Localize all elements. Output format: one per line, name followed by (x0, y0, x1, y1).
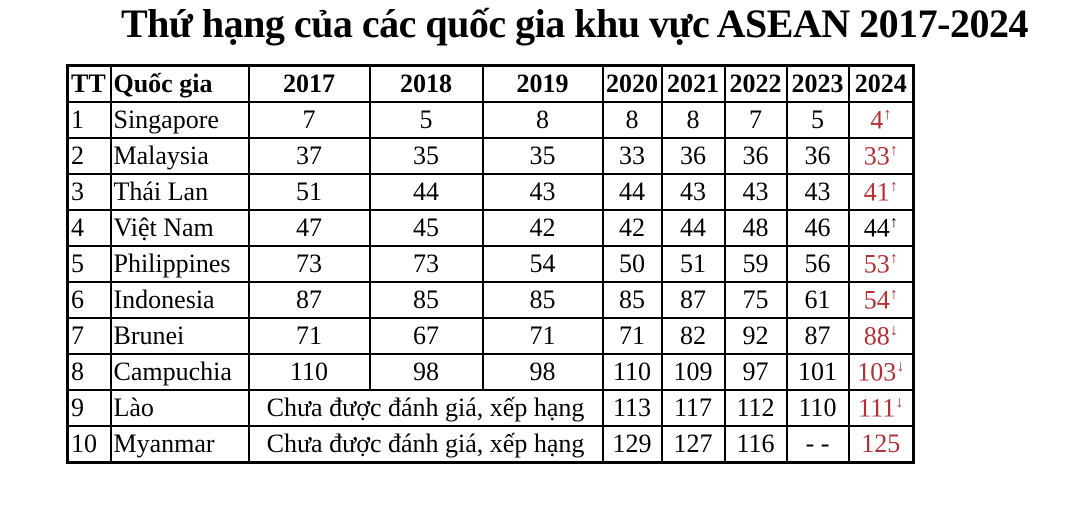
col-header-2021: 2021 (662, 66, 725, 103)
col-header-2018: 2018 (370, 66, 483, 103)
table-row (68, 210, 914, 246)
rank-cell: 92 (725, 318, 787, 354)
rank-cell: 8 (483, 102, 603, 138)
rank-cell: 43 (787, 174, 849, 210)
col-header-2024: 2024 (849, 66, 914, 103)
col-header-tt: TT (68, 66, 111, 103)
rank-cell: 5 (370, 102, 483, 138)
rank-cell: 59 (725, 246, 787, 282)
country-cell: Thái Lan (111, 174, 249, 210)
rank-cell: 51 (662, 246, 725, 282)
rank-cell: 5 (787, 102, 849, 138)
rank-2024-value: 111 (858, 393, 896, 423)
not-ranked-cell: Chưa được đánh giá, xếp hạng (249, 390, 603, 426)
table-row (68, 282, 914, 318)
trend-down-icon: ↓ (889, 321, 898, 339)
rank-cell: 36 (662, 138, 725, 174)
col-header-2019: 2019 (483, 66, 603, 103)
rank-cell: 98 (370, 354, 483, 390)
header-row (68, 66, 914, 103)
rank-cell: 36 (725, 138, 787, 174)
rank-cell: 71 (249, 318, 370, 354)
rank-2024-value: 33 (863, 141, 890, 171)
table-row (68, 174, 914, 210)
rank-cell: 47 (249, 210, 370, 246)
rank-cell: 35 (483, 138, 603, 174)
country-cell: Indonesia (111, 282, 249, 318)
rank-2024-cell (849, 246, 914, 282)
rank-cell: 44 (662, 210, 725, 246)
country-cell: Lào (111, 390, 249, 426)
rank-cell: 54 (483, 246, 603, 282)
rank-cell: 97 (725, 354, 787, 390)
rank-2024-cell (849, 210, 914, 246)
rank-cell: 43 (662, 174, 725, 210)
row-number-cell: 2 (68, 138, 111, 174)
rank-2024-value: 125 (861, 429, 901, 458)
ranking-table (66, 64, 915, 464)
rank-2024-cell (849, 138, 914, 174)
country-cell: Myanmar (111, 426, 249, 463)
row-number-cell: 8 (68, 354, 111, 390)
table-row (68, 102, 914, 138)
row-number-cell: 9 (68, 390, 111, 426)
rank-cell: 85 (483, 282, 603, 318)
rank-cell: 8 (603, 102, 662, 138)
trend-up-icon: ↑ (883, 105, 892, 123)
country-cell: Brunei (111, 318, 249, 354)
country-cell: Campuchia (111, 354, 249, 390)
rank-2024-cell (849, 354, 914, 390)
rank-cell: 71 (483, 318, 603, 354)
page-title: Thứ hạng của các quốc gia khu vực ASEAN 2017-2024 (121, 1, 1028, 46)
rank-cell: 8 (662, 102, 725, 138)
table-row (68, 246, 914, 282)
row-number-cell: 6 (68, 282, 111, 318)
rank-cell: 7 (725, 102, 787, 138)
rank-cell: 85 (370, 282, 483, 318)
rank-cell: 85 (603, 282, 662, 318)
rank-cell: 129 (603, 426, 662, 463)
trend-down-icon: ↓ (896, 357, 905, 375)
rank-cell: 71 (603, 318, 662, 354)
rank-cell: 109 (662, 354, 725, 390)
table-row (68, 426, 914, 463)
table-row (68, 390, 914, 426)
rank-cell: 33 (603, 138, 662, 174)
rank-cell: 61 (787, 282, 849, 318)
rank-2024-cell (849, 318, 914, 354)
table-row (68, 354, 914, 390)
rank-cell: 43 (483, 174, 603, 210)
rank-cell: 48 (725, 210, 787, 246)
rank-cell: 67 (370, 318, 483, 354)
rank-cell: 36 (787, 138, 849, 174)
rank-cell: 113 (603, 390, 662, 426)
trend-up-icon: ↑ (889, 177, 898, 195)
rank-cell: 45 (370, 210, 483, 246)
rank-cell: 35 (370, 138, 483, 174)
col-header-2020: 2020 (603, 66, 662, 103)
row-number-cell: 4 (68, 210, 111, 246)
rank-cell: 87 (662, 282, 725, 318)
country-cell: Malaysia (111, 138, 249, 174)
rank-cell: 42 (483, 210, 603, 246)
rank-cell: 110 (787, 390, 849, 426)
rank-cell: 46 (787, 210, 849, 246)
row-number-cell: 5 (68, 246, 111, 282)
rank-cell: 75 (725, 282, 787, 318)
rank-cell: 51 (249, 174, 370, 210)
rank-cell: 37 (249, 138, 370, 174)
col-header-country: Quốc gia (111, 66, 249, 103)
rank-2024-value: 53 (863, 249, 890, 279)
rank-2024-cell (849, 102, 914, 138)
table-row (68, 318, 914, 354)
rank-cell: 44 (370, 174, 483, 210)
rank-cell: 127 (662, 426, 725, 463)
rank-2024-cell (849, 174, 914, 210)
rank-2024-value: 41 (863, 177, 890, 207)
rank-2024-value: 44 (863, 213, 890, 243)
row-number-cell: 10 (68, 426, 111, 463)
trend-up-icon: ↑ (889, 249, 898, 267)
row-number-cell: 3 (68, 174, 111, 210)
rank-cell: 7 (249, 102, 370, 138)
rank-cell: - - (787, 426, 849, 463)
rank-cell: 116 (725, 426, 787, 463)
rank-cell: 112 (725, 390, 787, 426)
table-body (68, 102, 914, 463)
rank-2024-cell (849, 426, 914, 463)
rank-2024-value: 88 (863, 321, 890, 351)
rank-cell: 98 (483, 354, 603, 390)
trend-up-icon: ↑ (889, 285, 898, 303)
rank-cell: 44 (603, 174, 662, 210)
rank-cell: 117 (662, 390, 725, 426)
trend-down-icon: ↓ (895, 393, 904, 411)
rank-cell: 56 (787, 246, 849, 282)
rank-2024-value: 54 (863, 285, 890, 315)
rank-cell: 101 (787, 354, 849, 390)
row-number-cell: 7 (68, 318, 111, 354)
col-header-2023: 2023 (787, 66, 849, 103)
country-cell: Singapore (111, 102, 249, 138)
table-row (68, 138, 914, 174)
rank-2024-value: 103 (857, 357, 897, 387)
rank-cell: 87 (249, 282, 370, 318)
rank-cell: 87 (787, 318, 849, 354)
rank-cell: 73 (249, 246, 370, 282)
country-cell: Việt Nam (111, 210, 249, 246)
rank-cell: 43 (725, 174, 787, 210)
rank-cell: 82 (662, 318, 725, 354)
col-header-2022: 2022 (725, 66, 787, 103)
rank-2024-value: 4 (870, 105, 884, 135)
rank-cell: 73 (370, 246, 483, 282)
rank-2024-cell (849, 390, 914, 426)
rank-cell: 110 (249, 354, 370, 390)
row-number-cell: 1 (68, 102, 111, 138)
rank-2024-cell (849, 282, 914, 318)
table-header (68, 66, 914, 103)
not-ranked-cell: Chưa được đánh giá, xếp hạng (249, 426, 603, 463)
trend-up-icon: ↑ (889, 141, 898, 159)
rank-cell: 110 (603, 354, 662, 390)
country-cell: Philippines (111, 246, 249, 282)
rank-cell: 50 (603, 246, 662, 282)
col-header-2017: 2017 (249, 66, 370, 103)
rank-cell: 42 (603, 210, 662, 246)
trend-up-icon: ↑ (889, 213, 898, 231)
